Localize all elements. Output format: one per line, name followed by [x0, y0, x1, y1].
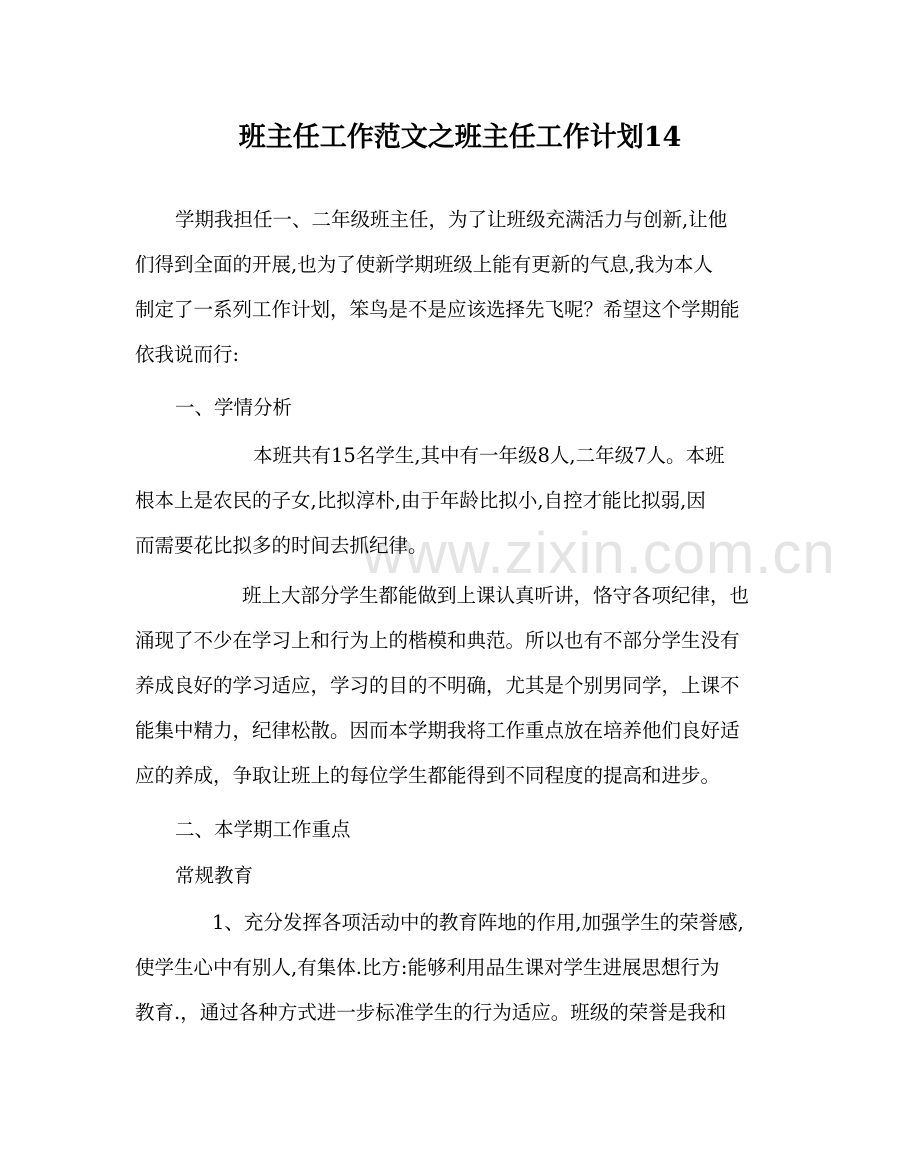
paragraph-line: 们得到全面的开展,也为了使新学期班级上能有更新的气息,我为本人	[135, 253, 713, 276]
paragraph-line: 涌现了不少在学习上和行为上的楷模和典范。所以也有不部分学生没有	[135, 629, 740, 652]
paragraph-line: 能集中精力，纪律松散。因而本学期我将工作重点放在培养他们良好适	[135, 719, 740, 742]
paragraph-line: 应的养成，争取让班上的每位学生都能得到不同程度的提高和进步。	[135, 764, 721, 787]
paragraph-line: 根本上是农民的子女,比拟淳朴,由于年龄比拟小,自控才能比拟弱,因	[135, 489, 706, 512]
paragraph-line: 班上大部分学生都能做到上课认真听讲，恪守各项纪律，也	[242, 584, 750, 607]
paragraph-line: 教育.，通过各种方式进一步标准学生的行为适应。班级的荣誉是我和	[135, 1001, 727, 1024]
paragraph-line: 制定了一系列工作计划，笨鸟是不是应该选择先飞呢？希望这个学期能	[135, 298, 740, 321]
section-heading: 二、本学期工作重点	[175, 818, 351, 841]
paragraph-line: 1、充分发挥各项活动中的教育阵地的作用,加强学生的荣誉感,	[212, 911, 744, 934]
page-title: 班主任工作范文之班主任工作计划14	[238, 122, 682, 153]
paragraph-line: 使学生心中有别人,有集体.比方:能够利用品生课对学生进展思想行为	[135, 956, 720, 979]
section-heading: 一、学情分析	[175, 396, 293, 419]
paragraph-line: 依我说而行:	[135, 343, 240, 366]
paragraph-line: 本班共有15名学生,其中有一年级8人,二年级7人。本班	[253, 444, 725, 467]
watermark: www.zixin.com.cn	[362, 521, 836, 586]
paragraph-line: 学期我担任一、二年级班主任，为了让班级充满活力与创新,让他	[175, 208, 728, 231]
paragraph-line: 而需要花比拟多的时间去抓纪律。	[135, 534, 428, 557]
subsection-heading: 常规教育	[175, 864, 254, 887]
paragraph-line: 养成良好的学习适应，学习的目的不明确，尤其是个别男同学，上课不	[135, 674, 740, 697]
